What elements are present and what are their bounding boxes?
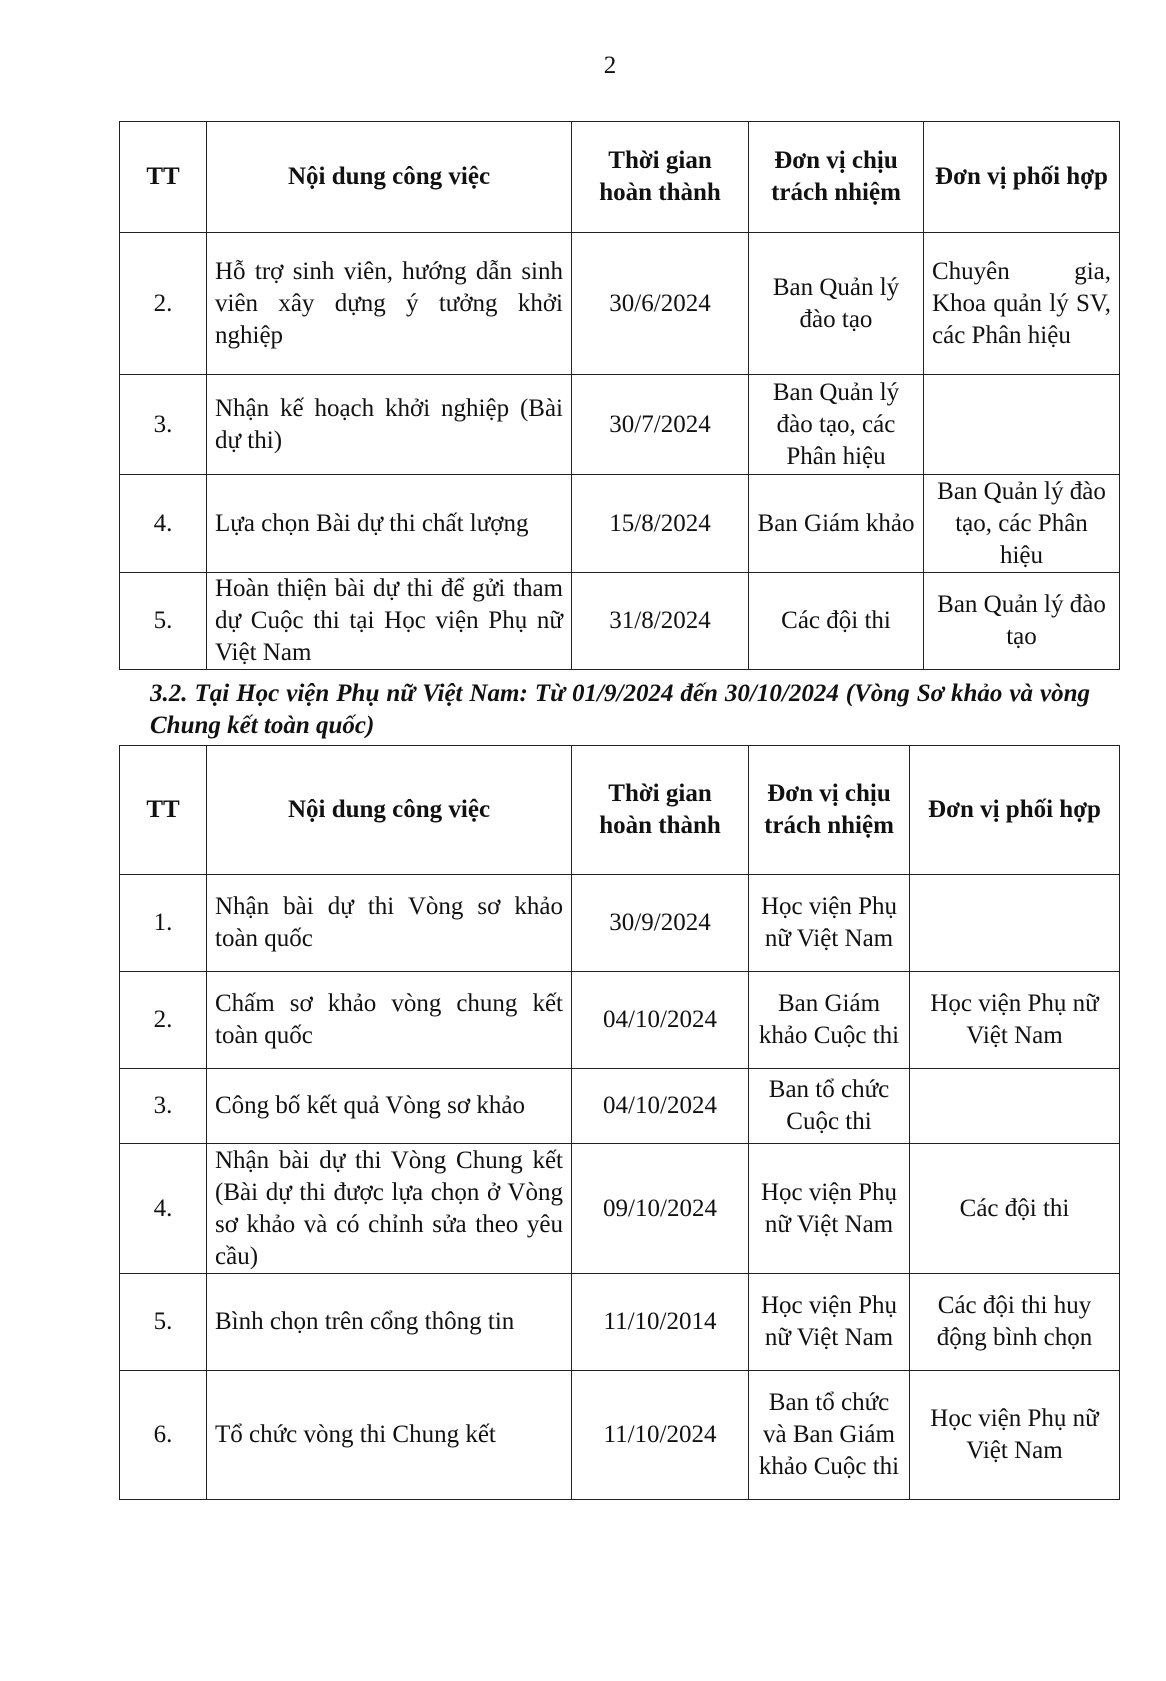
table-row — [120, 1371, 1120, 1500]
cell-tt: 1. — [120, 875, 207, 972]
table-header-row — [120, 122, 1120, 233]
cell-deadline: 30/9/2024 — [572, 875, 749, 972]
cell-tt: 3. — [120, 375, 207, 475]
cell-responsible: Ban tổ chức và Ban Giám khảo Cuộc thi — [749, 1371, 910, 1500]
header-deadline: Thời gian hoàn thành — [572, 122, 749, 233]
cell-tt: 4. — [120, 475, 207, 573]
cell-responsible: Học viện Phụ nữ Việt Nam — [749, 1144, 910, 1274]
timeline-table-2 — [119, 745, 1120, 1500]
cell-responsible: Ban tổ chức Cuộc thi — [749, 1069, 910, 1144]
cell-task: Hỗ trợ sinh viên, hướng dẫn sinh viên xây dựng ý tưởng khởi nghiệp — [207, 233, 572, 375]
cell-coordinator: Học viện Phụ nữ Việt Nam — [910, 1371, 1120, 1500]
cell-deadline: 11/10/2014 — [572, 1274, 749, 1371]
cell-responsible: Học viện Phụ nữ Việt Nam — [749, 875, 910, 972]
table-row — [120, 573, 1120, 670]
cell-task: Chấm sơ khảo vòng chung kết toàn quốc — [207, 972, 572, 1069]
cell-tt: 4. — [120, 1144, 207, 1274]
cell-tt: 2. — [120, 972, 207, 1069]
cell-coordinator: Ban Quản lý đào tạo, các Phân hiệu — [924, 475, 1120, 573]
section-heading: 3.2. Tại Học viện Phụ nữ Việt Nam: Từ 01/9/2024 đến 30/10/2024 (Vòng Sơ khảo và vòng Chung kết toàn quốc) — [150, 680, 1090, 739]
cell-responsible: Ban Giám khảo — [749, 475, 924, 573]
header-task: Nội dung công việc — [207, 746, 572, 875]
cell-responsible: Ban Giám khảo Cuộc thi — [749, 972, 910, 1069]
cell-deadline: 30/7/2024 — [572, 375, 749, 475]
cell-coordinator — [910, 1069, 1120, 1144]
header-coordinator: Đơn vị phối hợp — [910, 746, 1120, 875]
table-row — [120, 233, 1120, 375]
cell-deadline: 11/10/2024 — [572, 1371, 749, 1500]
cell-responsible: Ban Quản lý đào tạo, các Phân hiệu — [749, 375, 924, 475]
cell-coordinator: Các đội thi — [910, 1144, 1120, 1274]
cell-coordinator — [924, 375, 1120, 475]
cell-coordinator: Ban Quản lý đào tạo — [924, 573, 1120, 670]
table-row — [120, 1144, 1120, 1274]
cell-task: Bình chọn trên cổng thông tin — [207, 1274, 572, 1371]
table-row — [120, 375, 1120, 475]
cell-tt: 2. — [120, 233, 207, 375]
table-row — [120, 475, 1120, 573]
cell-tt: 5. — [120, 573, 207, 670]
cell-task: Hoàn thiện bài dự thi để gửi tham dự Cuộc thi tại Học viện Phụ nữ Việt Nam — [207, 573, 572, 670]
table-row — [120, 972, 1120, 1069]
header-task: Nội dung công việc — [207, 122, 572, 233]
cell-task: Nhận bài dự thi Vòng Chung kết (Bài dự thi được lựa chọn ở Vòng sơ khảo và có chỉnh sửa theo yêu cầu) — [207, 1144, 572, 1274]
cell-deadline: 04/10/2024 — [572, 972, 749, 1069]
cell-coordinator: Chuyên gia, Khoa quản lý SV, các Phân hiệu — [924, 233, 1120, 375]
cell-coordinator: Các đội thi huy động bình chọn — [910, 1274, 1120, 1371]
header-responsible: Đơn vị chịu trách nhiệm — [749, 746, 910, 875]
header-responsible: Đơn vị chịu trách nhiệm — [749, 122, 924, 233]
header-tt: TT — [120, 746, 207, 875]
cell-coordinator — [910, 875, 1120, 972]
cell-task: Lựa chọn Bài dự thi chất lượng — [207, 475, 572, 573]
cell-task: Tổ chức vòng thi Chung kết — [207, 1371, 572, 1500]
timeline-table-1 — [119, 121, 1120, 670]
cell-responsible: Các đội thi — [749, 573, 924, 670]
table-row — [120, 1069, 1120, 1144]
cell-deadline: 09/10/2024 — [572, 1144, 749, 1274]
cell-deadline: 04/10/2024 — [572, 1069, 749, 1144]
cell-tt: 6. — [120, 1371, 207, 1500]
table-header-row — [120, 746, 1120, 875]
cell-tt: 3. — [120, 1069, 207, 1144]
cell-responsible: Học viện Phụ nữ Việt Nam — [749, 1274, 910, 1371]
header-deadline: Thời gian hoàn thành — [572, 746, 749, 875]
header-tt: TT — [120, 122, 207, 233]
page-number: 2 — [603, 52, 617, 79]
cell-task: Công bố kết quả Vòng sơ khảo — [207, 1069, 572, 1144]
table-row — [120, 1274, 1120, 1371]
cell-deadline: 31/8/2024 — [572, 573, 749, 670]
cell-deadline: 30/6/2024 — [572, 233, 749, 375]
cell-tt: 5. — [120, 1274, 207, 1371]
cell-responsible: Ban Quản lý đào tạo — [749, 233, 924, 375]
header-coordinator: Đơn vị phối hợp — [924, 122, 1120, 233]
cell-coordinator: Học viện Phụ nữ Việt Nam — [910, 972, 1120, 1069]
cell-task: Nhận kế hoạch khởi nghiệp (Bài dự thi) — [207, 375, 572, 475]
cell-task: Nhận bài dự thi Vòng sơ khảo toàn quốc — [207, 875, 572, 972]
table-row — [120, 875, 1120, 972]
cell-deadline: 15/8/2024 — [572, 475, 749, 573]
